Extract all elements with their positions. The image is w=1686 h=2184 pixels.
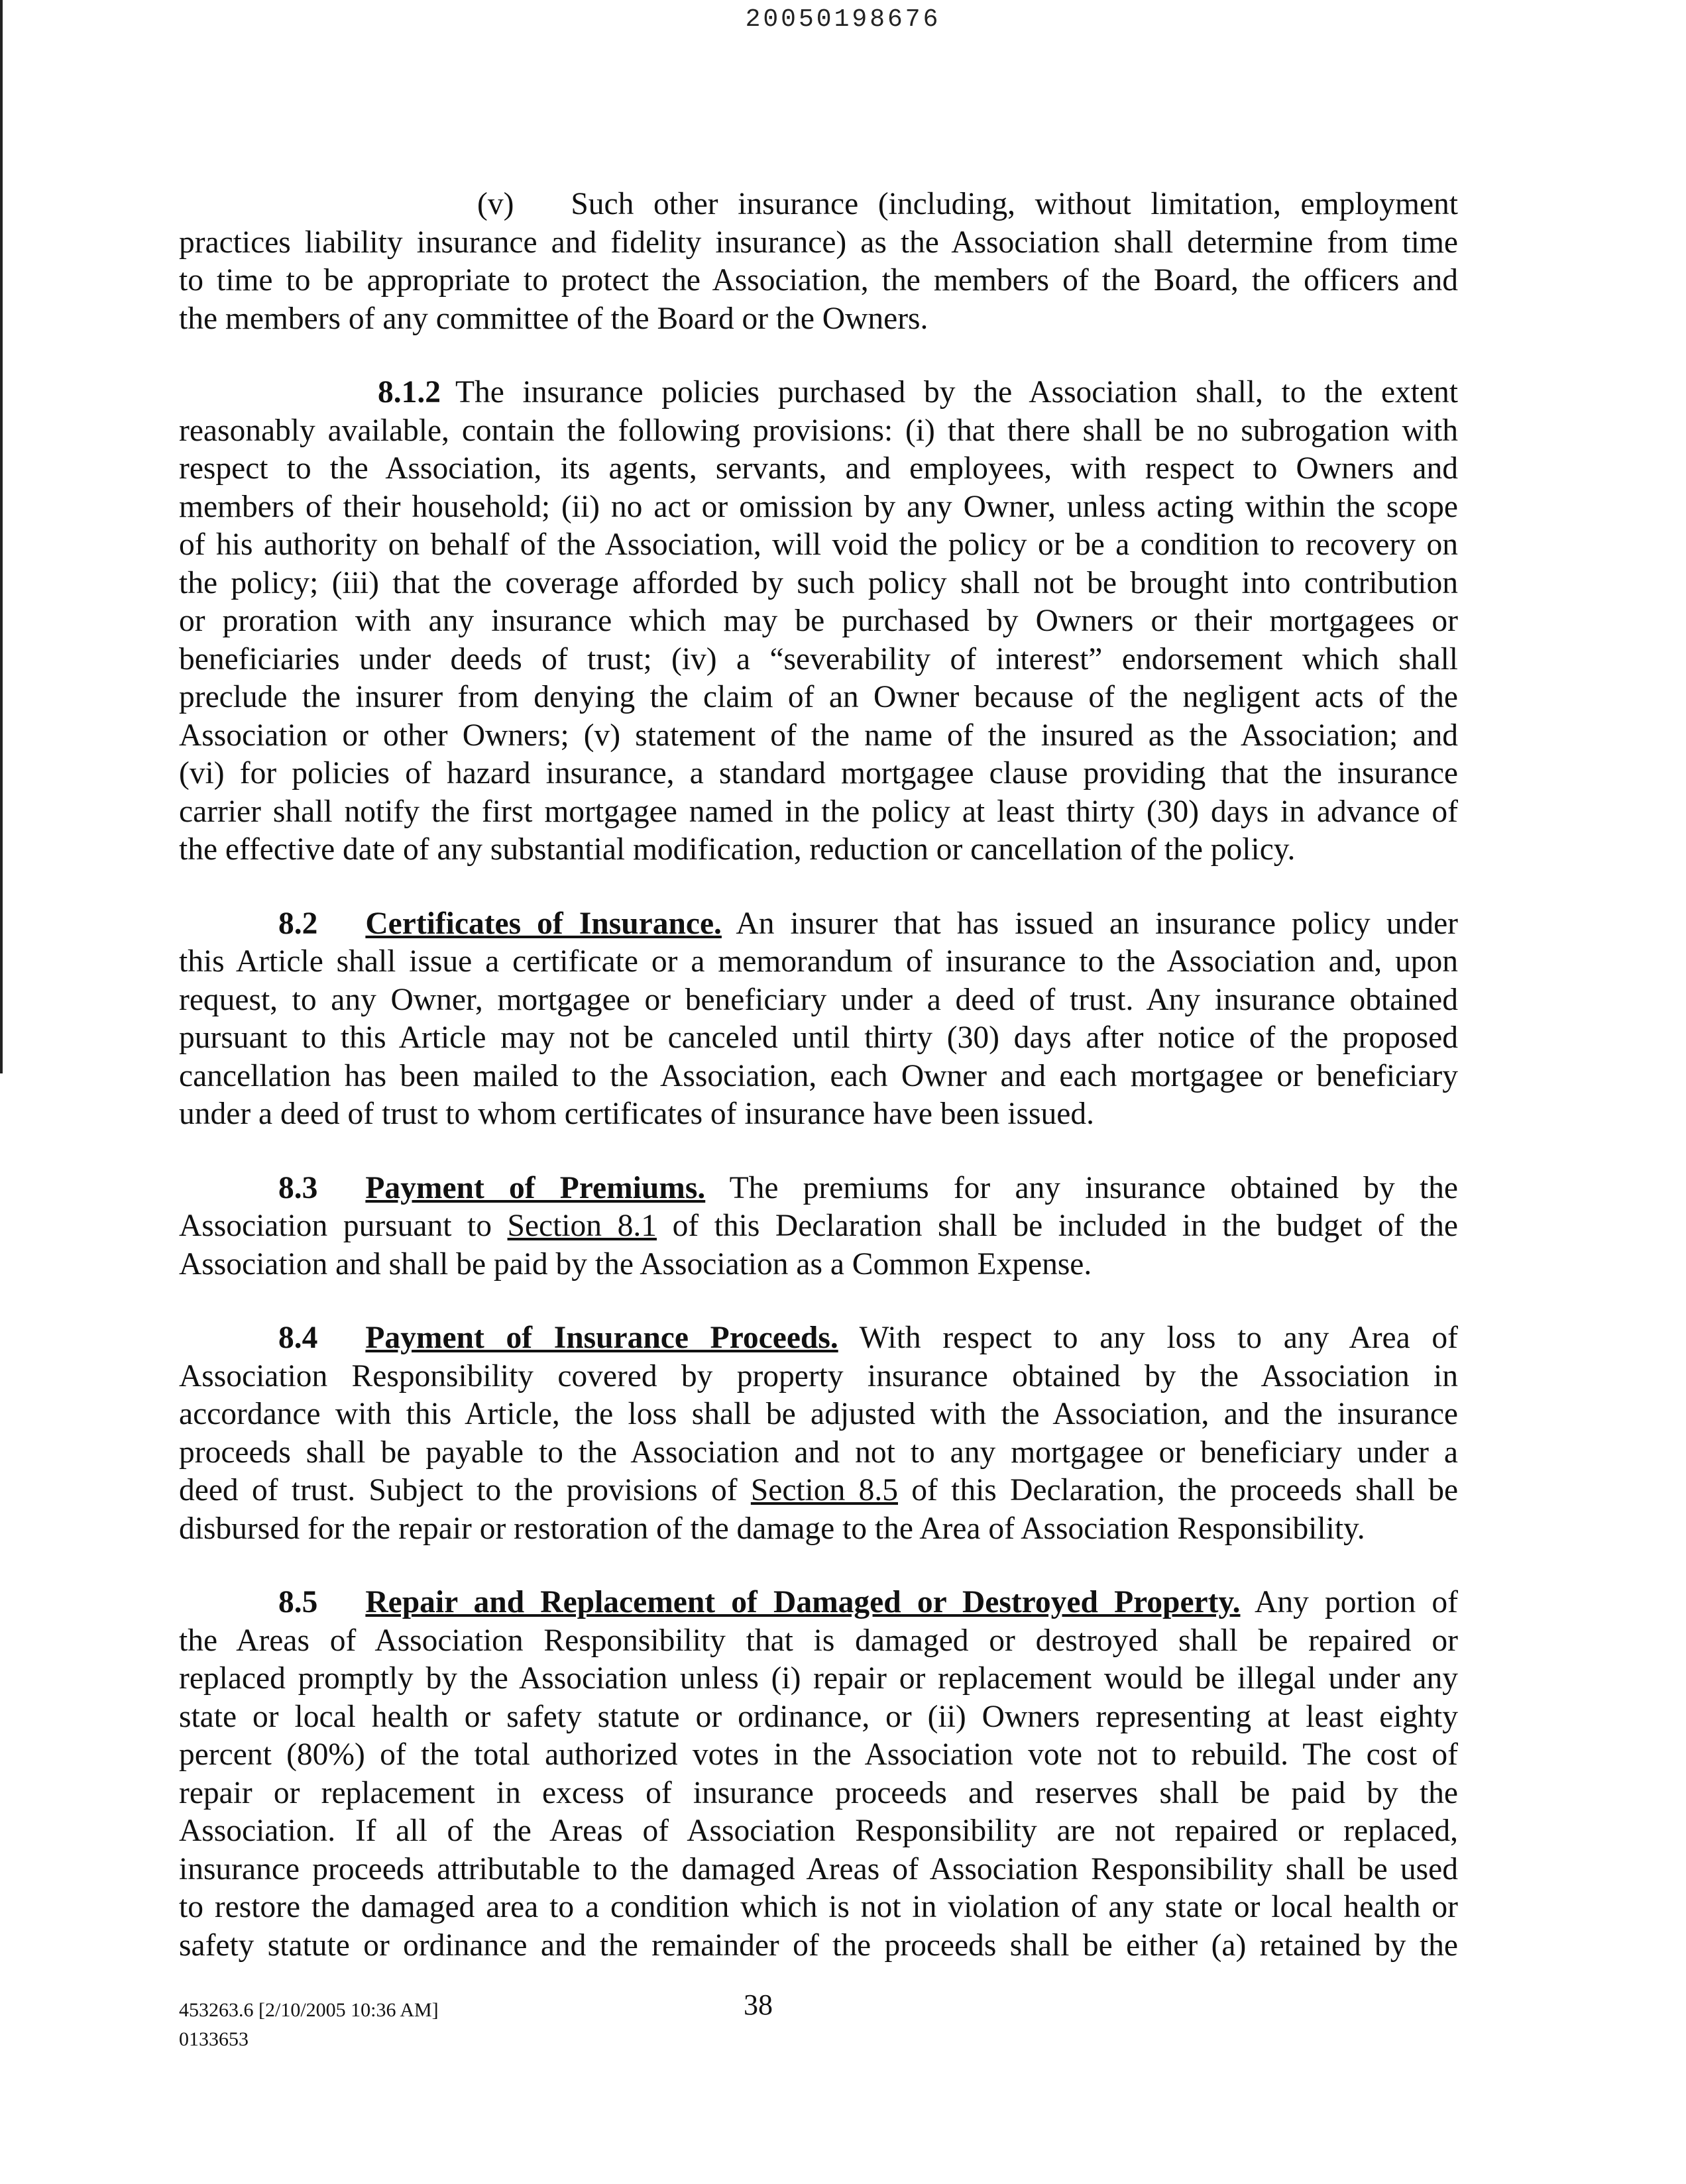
text-line: deed of trust. Subject to the provisions of Section 8.5 of this Declaration, the proceeds shall be xyxy=(179,1473,1459,1507)
text-line: beneficiaries under deeds of trust; (iv) a “severability of interest” endorsement which shall xyxy=(179,641,1458,677)
text-line: Association or other Owners; (v) statement of the name of the insured as the Association; and xyxy=(179,718,1458,753)
paragraph-8-3 xyxy=(179,1170,1458,1284)
text-line: disbursed for the repair or restoration of the damage to the Area of Association Responsibility. xyxy=(179,1511,1365,1546)
footer-file-number: 0133653 xyxy=(179,2028,249,2050)
paragraph-8-5 xyxy=(179,1584,1458,1965)
paragraph-8-2 xyxy=(179,905,1458,1134)
text-line: members of their household; (ii) no act or omission by any Owner, unless acting within the scope xyxy=(179,489,1458,524)
text-line: cancellation has been mailed to the Association, each Owner and each mortgagee or beneficiary xyxy=(179,1058,1458,1093)
clause-number: (v) xyxy=(477,187,514,221)
text-line: state or local health or safety statute or ordinance, or (ii) Owners representing at least eighty xyxy=(179,1699,1458,1734)
text-line: practices liability insurance and fidelity insurance) as the Association shall determine from time xyxy=(179,225,1458,260)
footer-document-reference xyxy=(179,1996,439,2054)
text-line: 8.4 Payment of Insurance Proceeds. With respect to any loss to any Area of xyxy=(278,1321,1458,1355)
text-line: safety statute or ordinance and the remainder of the proceeds shall be either (a) retained by the xyxy=(179,1928,1458,1963)
text-line: this Article shall issue a certificate or a memorandum of insurance to the Association and, upon xyxy=(179,944,1458,979)
text-line: to restore the damaged area to a condition which is not in violation of any state or local health or xyxy=(179,1890,1458,1924)
text-line: accordance with this Article, the loss shall be adjusted with the Association, and the insurance xyxy=(179,1397,1458,1431)
section-number: 8.5 xyxy=(278,1585,318,1619)
text-line: or proration with any insurance which may be purchased by Owners or their mortgagees or xyxy=(179,604,1458,638)
page-number: 38 xyxy=(744,1989,773,2021)
section-number: 8.1.2 xyxy=(378,375,441,410)
text-line: percent (80%) of the total authorized votes in the Association vote not to rebuild. The cost of xyxy=(179,1737,1458,1772)
paragraph-8-4 xyxy=(179,1319,1458,1548)
section-heading: Repair and Replacement of Damaged or Destroyed Property. xyxy=(365,1585,1241,1619)
text-line: the members of any committee of the Board or the Owners. xyxy=(179,301,928,336)
text-line: respect to the Association, its agents, servants, and employees, with respect to Owners and xyxy=(179,451,1458,486)
document-body xyxy=(179,186,1458,2000)
section-number: 8.2 xyxy=(278,906,318,941)
text-line: reasonably available, contain the following provisions: (i) that there shall be no subrogation with xyxy=(179,413,1458,448)
document-number: 20050198676 xyxy=(745,5,941,34)
section-reference-link[interactable]: Section 8.1 xyxy=(507,1209,657,1243)
text-line: pursuant to this Article may not be canceled until thirty (30) days after notice of the proposed xyxy=(179,1020,1458,1055)
paragraph-8-1-2 xyxy=(179,374,1458,869)
section-heading: Payment of Insurance Proceeds. xyxy=(365,1321,838,1355)
text-line: Association and shall be paid by the Association as a Common Expense. xyxy=(179,1246,1092,1282)
text-line: the Areas of Association Responsibility that is damaged or destroyed shall be repaired or xyxy=(179,1623,1458,1658)
text-line: 8.2 Certificates of Insurance. An insurer that has issued an insurance policy under xyxy=(278,906,1458,941)
text-line: proceeds shall be payable to the Association and not to any mortgagee or beneficiary under a xyxy=(179,1435,1458,1470)
footer-doc-id: 453263.6 [2/10/2005 10:36 AM] xyxy=(179,1999,439,2021)
section-reference-link[interactable]: Section 8.5 xyxy=(750,1473,898,1507)
scan-edge-line xyxy=(0,0,3,1073)
section-heading: Certificates of Insurance. xyxy=(365,906,722,941)
text-line: 8.3 Payment of Premiums. The premiums for any insurance obtained by the xyxy=(278,1170,1458,1205)
section-heading: Payment of Premiums. xyxy=(365,1170,706,1205)
text-line: insurance proceeds attributable to the damaged Areas of Association Responsibility shall be used xyxy=(179,1851,1458,1886)
text-line: the effective date of any substantial modification, reduction or cancellation of the policy. xyxy=(179,832,1296,867)
text-line: preclude the insurer from denying the claim of an Owner because of the negligent acts of the xyxy=(179,680,1458,714)
text-line: (vi) for policies of hazard insurance, a standard mortgagee clause providing that the insurance xyxy=(179,756,1458,791)
text-line: Association. If all of the Areas of Association Responsibility are not repaired or replaced, xyxy=(179,1814,1458,1848)
text-line: 8.1.2 The insurance policies purchased by the Association shall, to the extent xyxy=(378,375,1458,410)
text-line: to time to be appropriate to protect the Association, the members of the Board, the officers and xyxy=(179,263,1458,298)
text-line: replaced promptly by the Association unless (i) repair or replacement would be illegal under any xyxy=(179,1661,1458,1696)
paragraph-v xyxy=(179,186,1458,338)
section-number: 8.4 xyxy=(278,1321,318,1355)
text-line: repair or replacement in excess of insurance proceeds and reserves shall be paid by the xyxy=(179,1775,1458,1810)
text-line: of his authority on behalf of the Association, will void the policy or be a condition to recovery on xyxy=(179,527,1458,562)
text-line: Association Responsibility covered by property insurance obtained by the Association in xyxy=(179,1358,1458,1393)
text-line: request, to any Owner, mortgagee or beneficiary under a deed of trust. Any insurance obtained xyxy=(179,982,1458,1017)
text-line: 8.5 Repair and Replacement of Damaged or Destroyed Property. Any portion of xyxy=(278,1585,1458,1619)
text-line: carrier shall notify the first mortgagee named in the policy at least thirty (30) days in advance of xyxy=(179,794,1458,829)
text-line: Association pursuant to Section 8.1 of this Declaration shall be included in the budget of the xyxy=(179,1209,1459,1243)
text-line: the policy; (iii) that the coverage afforded by such policy shall not be brought into contribution xyxy=(179,565,1458,600)
text-line: (v) Such other insurance (including, without limitation, employment xyxy=(477,187,1458,221)
text-line: under a deed of trust to whom certificates of insurance have been issued. xyxy=(179,1097,1094,1131)
section-number: 8.3 xyxy=(278,1170,318,1205)
